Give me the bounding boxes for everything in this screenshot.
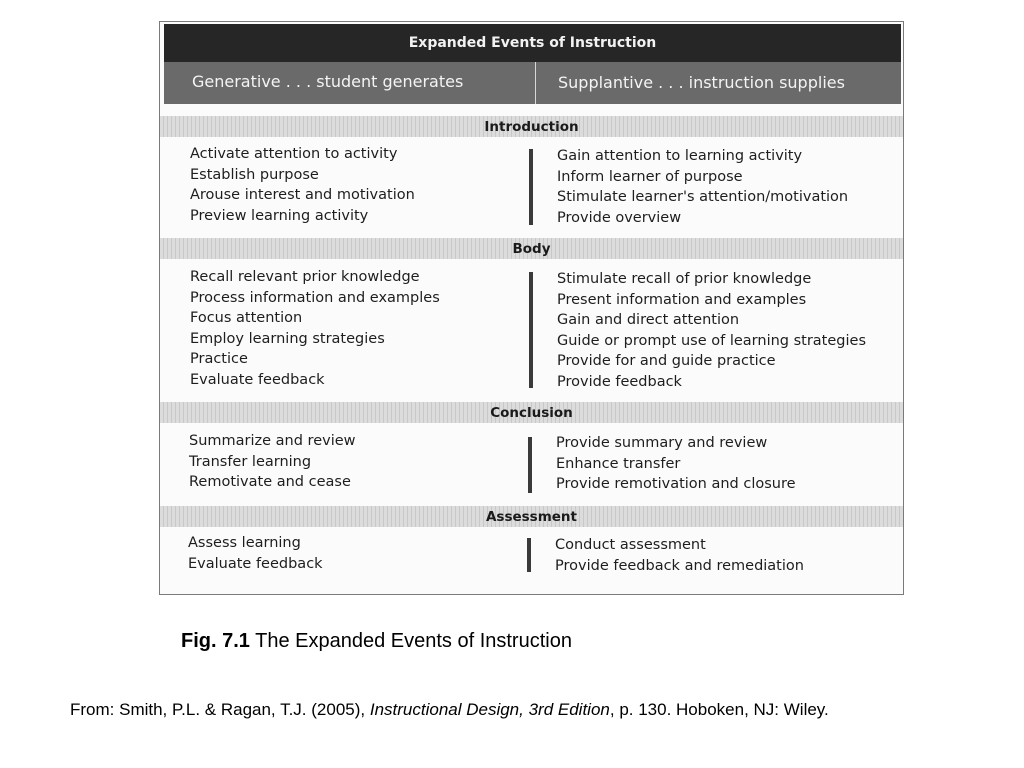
- body-generative-list: [190, 267, 440, 391]
- citation-publisher: , p. 130. Hoboken, NJ: Wiley.: [609, 700, 829, 719]
- list-item: Practice: [190, 351, 248, 368]
- list-item: Present information and examples: [557, 291, 807, 308]
- list-item: Recall relevant prior knowledge: [190, 269, 420, 285]
- column-header-bar: [164, 62, 901, 104]
- assessment-supplantive-list: [555, 535, 804, 576]
- list-item: Guide or prompt use of learning strategies: [557, 332, 866, 349]
- section-title: Body: [512, 240, 551, 257]
- introduction-generative-list: [190, 144, 415, 226]
- list-item: Focus attention: [190, 310, 303, 327]
- citation-authors: From: Smith, P.L. & Ragan, T.J. (2005),: [70, 700, 370, 719]
- conclusion-generative-list: [189, 431, 356, 493]
- section-band-body: [160, 238, 903, 259]
- list-item: Employ learning strategies: [190, 330, 385, 347]
- list-item: Establish purpose: [190, 166, 319, 183]
- list-item: Remotivate and cease: [189, 474, 351, 491]
- list-item: Assess learning: [188, 535, 301, 551]
- list-item: Inform learner of purpose: [557, 168, 743, 185]
- assessment-generative-list: [188, 533, 323, 574]
- list-item: Stimulate learner's attention/motivation: [557, 189, 849, 206]
- list-item: Evaluate feedback: [188, 555, 323, 572]
- figure-number: Fig. 7.1: [181, 630, 250, 652]
- column-separator: [527, 538, 531, 572]
- list-item: Provide feedback: [557, 373, 682, 390]
- list-item: Activate attention to activity: [190, 146, 398, 162]
- list-item: Summarize and review: [189, 433, 356, 449]
- section-band-assessment: [160, 506, 903, 527]
- figure-caption-text: The Expanded Events of Instruction: [249, 630, 572, 652]
- introduction-supplantive-list: [557, 146, 848, 228]
- list-item: Transfer learning: [189, 453, 312, 470]
- conclusion-supplantive-list: [556, 433, 796, 495]
- column-separator: [529, 272, 533, 388]
- list-item: Arouse interest and motivation: [190, 187, 415, 204]
- body-supplantive-list: [557, 269, 866, 393]
- source-citation: [70, 698, 950, 722]
- list-item: Provide remotivation and closure: [556, 476, 796, 493]
- section-band-introduction: [160, 116, 903, 137]
- list-item: Stimulate recall of prior knowledge: [557, 271, 812, 287]
- section-title: Assessment: [485, 508, 578, 525]
- column-separator: [528, 437, 532, 493]
- column-separator: [529, 149, 533, 225]
- list-item: Provide for and guide practice: [557, 353, 776, 370]
- generative-column-header: Generative . . . student generates: [192, 72, 464, 91]
- section-title: Introduction: [484, 118, 579, 135]
- list-item: Gain and direct attention: [557, 312, 740, 329]
- list-item: Provide summary and review: [556, 435, 768, 451]
- table-title: Expanded Events of Instruction: [164, 24, 901, 62]
- list-item: Provide feedback and remediation: [555, 557, 804, 574]
- list-item: Preview learning activity: [190, 207, 369, 224]
- column-header-divider: [535, 62, 536, 104]
- events-of-instruction-table: [159, 21, 904, 595]
- list-item: Enhance transfer: [556, 455, 681, 472]
- list-item: Process information and examples: [190, 289, 440, 306]
- supplantive-column-header: Supplantive . . . instruction supplies: [558, 73, 845, 92]
- list-item: Gain attention to learning activity: [557, 148, 803, 164]
- figure-caption: [181, 630, 572, 653]
- list-item: Conduct assessment: [555, 537, 706, 553]
- section-title: Conclusion: [490, 404, 573, 421]
- section-band-conclusion: [160, 402, 903, 423]
- citation-book-title: Instructional Design, 3rd Edition: [369, 700, 610, 719]
- list-item: Evaluate feedback: [190, 371, 325, 388]
- list-item: Provide overview: [557, 209, 682, 226]
